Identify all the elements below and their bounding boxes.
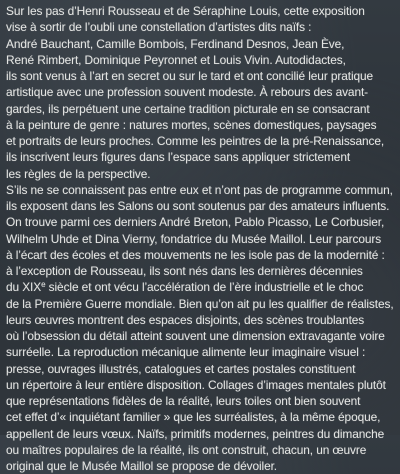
text-line-29: original que le Musée Maillol se propose de dévoiler. [6,459,277,473]
text-line-15: Wilhelm Uhde et Dina Vierny, fondatrice du Musée Maillol. Leur parcours [6,231,382,246]
text-line-28: ou maîtres populaires de la réalité, ils ont construit, chacun, un œuvre [6,442,367,457]
text-line-22: surréelle. La reproduction mécanique alimente leur imaginaire visuel : [6,345,366,360]
text-line-1: Sur les pas d’Henri Rousseau et de Séraphine Louis, cette exposition [6,4,365,18]
text-line-20: leurs œuvres montrent des espaces disjoints, des scènes troublantes [6,312,365,327]
text-line-18-start: du XIX [6,280,42,295]
text-line-9: et portraits de leurs proches. Comme les peintres de la pré-Renaissance, [6,134,385,148]
text-line-18-end: siècle et ont vécu l’accélération de l’ère industrielle et le choc [45,280,364,295]
text-line-13: ils exposent dans les Salons ou sont soutenus par des amateurs influents. [6,199,390,213]
text-line-18 [6,279,394,295]
text-line-5: ils sont venus à l’art en secret ou sur le tard et ont concilié leur pratique [6,69,374,83]
text-line-10: ils inscrivent leurs figures dans l’espace sans appliquer strictement [6,150,351,165]
text-line-7: gardes, ils perpétuent une certaine tradition picturale en se consacrant [6,101,370,116]
text-line-8: à la peinture de genre : natures mortes, scènes domestiques, paysages [6,117,377,132]
text-line-14: On trouve parmi ces derniers André Breton, Pablo Picasso, Le Corbusier, [6,215,385,230]
text-line-4: René Rimbert, Dominique Peyronnet et Louis Vivin. Autodidactes, [6,52,346,67]
text-line-21: où l’obsession du détail atteint souvent une dimension extravagante voire [6,329,385,343]
text-line-2: vise à sortir de l’oubli une constellation d’artistes dits naïfs : [6,20,312,35]
century-superscript: e [41,280,46,290]
text-line-17: à l’exception de Rousseau, ils sont nés dans les dernières décennies [6,264,363,278]
text-line-25: que représentations fidèles de la réalité, leurs toiles ont bien souvent [6,394,361,408]
text-line-19: de la Première Guerre mondiale. Bien qu’on ait pu les qualifier de réalistes, [6,296,394,311]
text-line-26: cet effet d’« inquiétant familier » que les surréalistes, à la même époque, [6,410,381,425]
text-line-23: presse, ouvrages illustrés, catalogues et cartes postales constituent [6,361,356,376]
text-line-3: André Bauchant, Camille Bombois, Ferdinand Desnos, Jean Ève, [6,36,345,51]
text-line-27: appellent de leurs vœux. Naïfs, primitifs modernes, peintres du dimanche [6,426,385,441]
text-line-12: S’ils ne se connaissent pas entre eux et n’ont pas de programme commun, [6,182,393,197]
text-line-11: les règles de la perspective. [6,166,151,181]
text-line-6: artistique avec une profession souvent modeste. À rebours des avant- [6,85,369,100]
text-line-24: un répertoire à leur entière disposition. Collages d’images mentales plutôt [6,377,386,392]
text-line-16: à l’écart des écoles et des mouvements ne les isole pas de la modernité : [6,247,385,262]
